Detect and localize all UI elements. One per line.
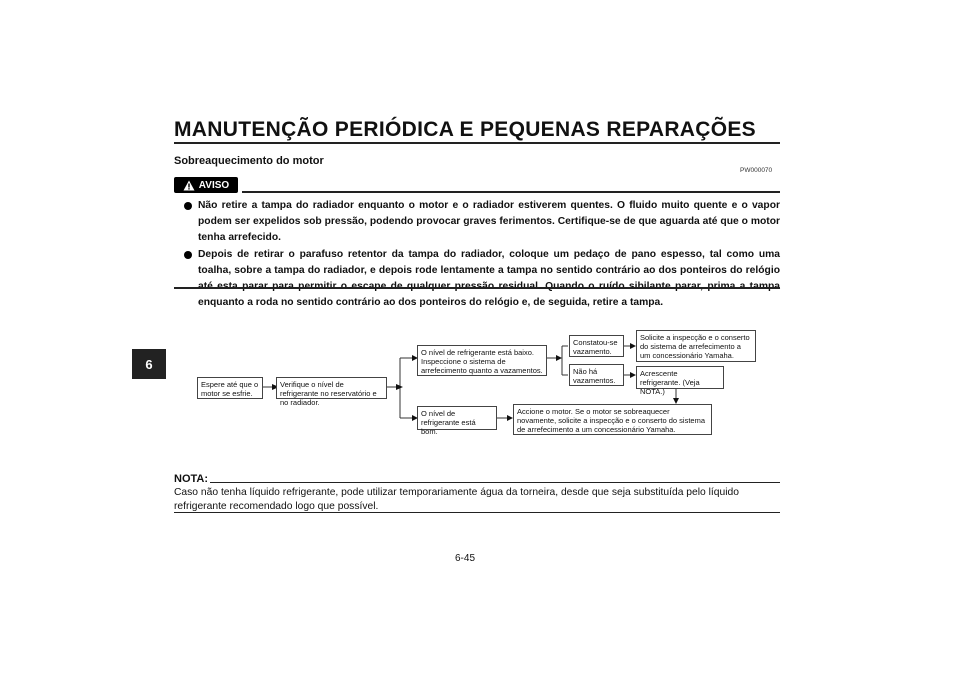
section-subtitle: Sobreaquecimento do motor [174, 155, 324, 167]
warning-text: Não retire a tampa do radiador enquanto o motor e o radiador estiverem quentes. O fluido muito quente e o vapor podem ser expelidos sob pressão, podendo provocar graves ferimentos. Certifique-se de que aguarda até que o motor tenha arrefecido. [198, 200, 780, 244]
page-number: 6-45 [455, 553, 476, 564]
arrow-right-icon [556, 355, 562, 361]
note-label: NOTA: [174, 473, 209, 485]
flow-box-leak-found: Constatou-se vazamento. [569, 335, 624, 357]
flow-box-no-leak: Não há vazamentos. [569, 364, 624, 386]
flow-box-dealer-repair: Solicite a inspecção e o conserto do sistema de arrefecimento a um concessionário Yamaha. [636, 330, 756, 362]
note-divider [210, 482, 780, 483]
flow-box-level-good: O nível de refrigerante está bom. [417, 406, 497, 430]
flow-box-start-engine: Accione o motor. Se o motor se sobreaquecer novamente, solicite a inspecção e o conserto do sistema de arrefecimento a um concessionário Yamaha. [513, 404, 712, 435]
note-text: Caso não tenha líquido refrigerante, pode utilizar temporariamente água da torneira, desde que seja substituída pelo líquido refrigerante recomendado logo que possível. [174, 487, 739, 512]
note-bottom-divider [174, 512, 780, 513]
flow-box-check: Verifique o nível de refrigerante no reservatório e no radiador. [276, 377, 387, 399]
flow-box-wait: Espere até que o motor se esfrie. [197, 377, 263, 399]
section-code: PW000070 [740, 167, 773, 174]
flow-box-add-coolant: Acrescente refrigerante. (Veja NOTA.) [636, 366, 724, 389]
warning-text: Depois de retirar o parafuso retentor da tampa do radiador, coloque um pedaço de pano espesso, tal como uma toalha, sobre a tampa do radiador, e depois rode lentamente a tampa no sentido contrário ao dos ponteiros do relógio enquanto a roda no sentido contrário ao dos ponteiros do relógio e, de seguida, retire a tampa. [198, 248, 780, 309]
chapter-tab: 6 [132, 349, 166, 379]
warning-label: AVISO [198, 179, 230, 191]
page-title: MANUTENÇÃO PERIÓDICA E PEQUENAS REPARAÇÕES [174, 118, 756, 141]
flow-box-level-low: O nível de refrigerante está baixo. Inspeccione o sistema de arrefecimento quanto a vazamentos. [417, 345, 547, 376]
